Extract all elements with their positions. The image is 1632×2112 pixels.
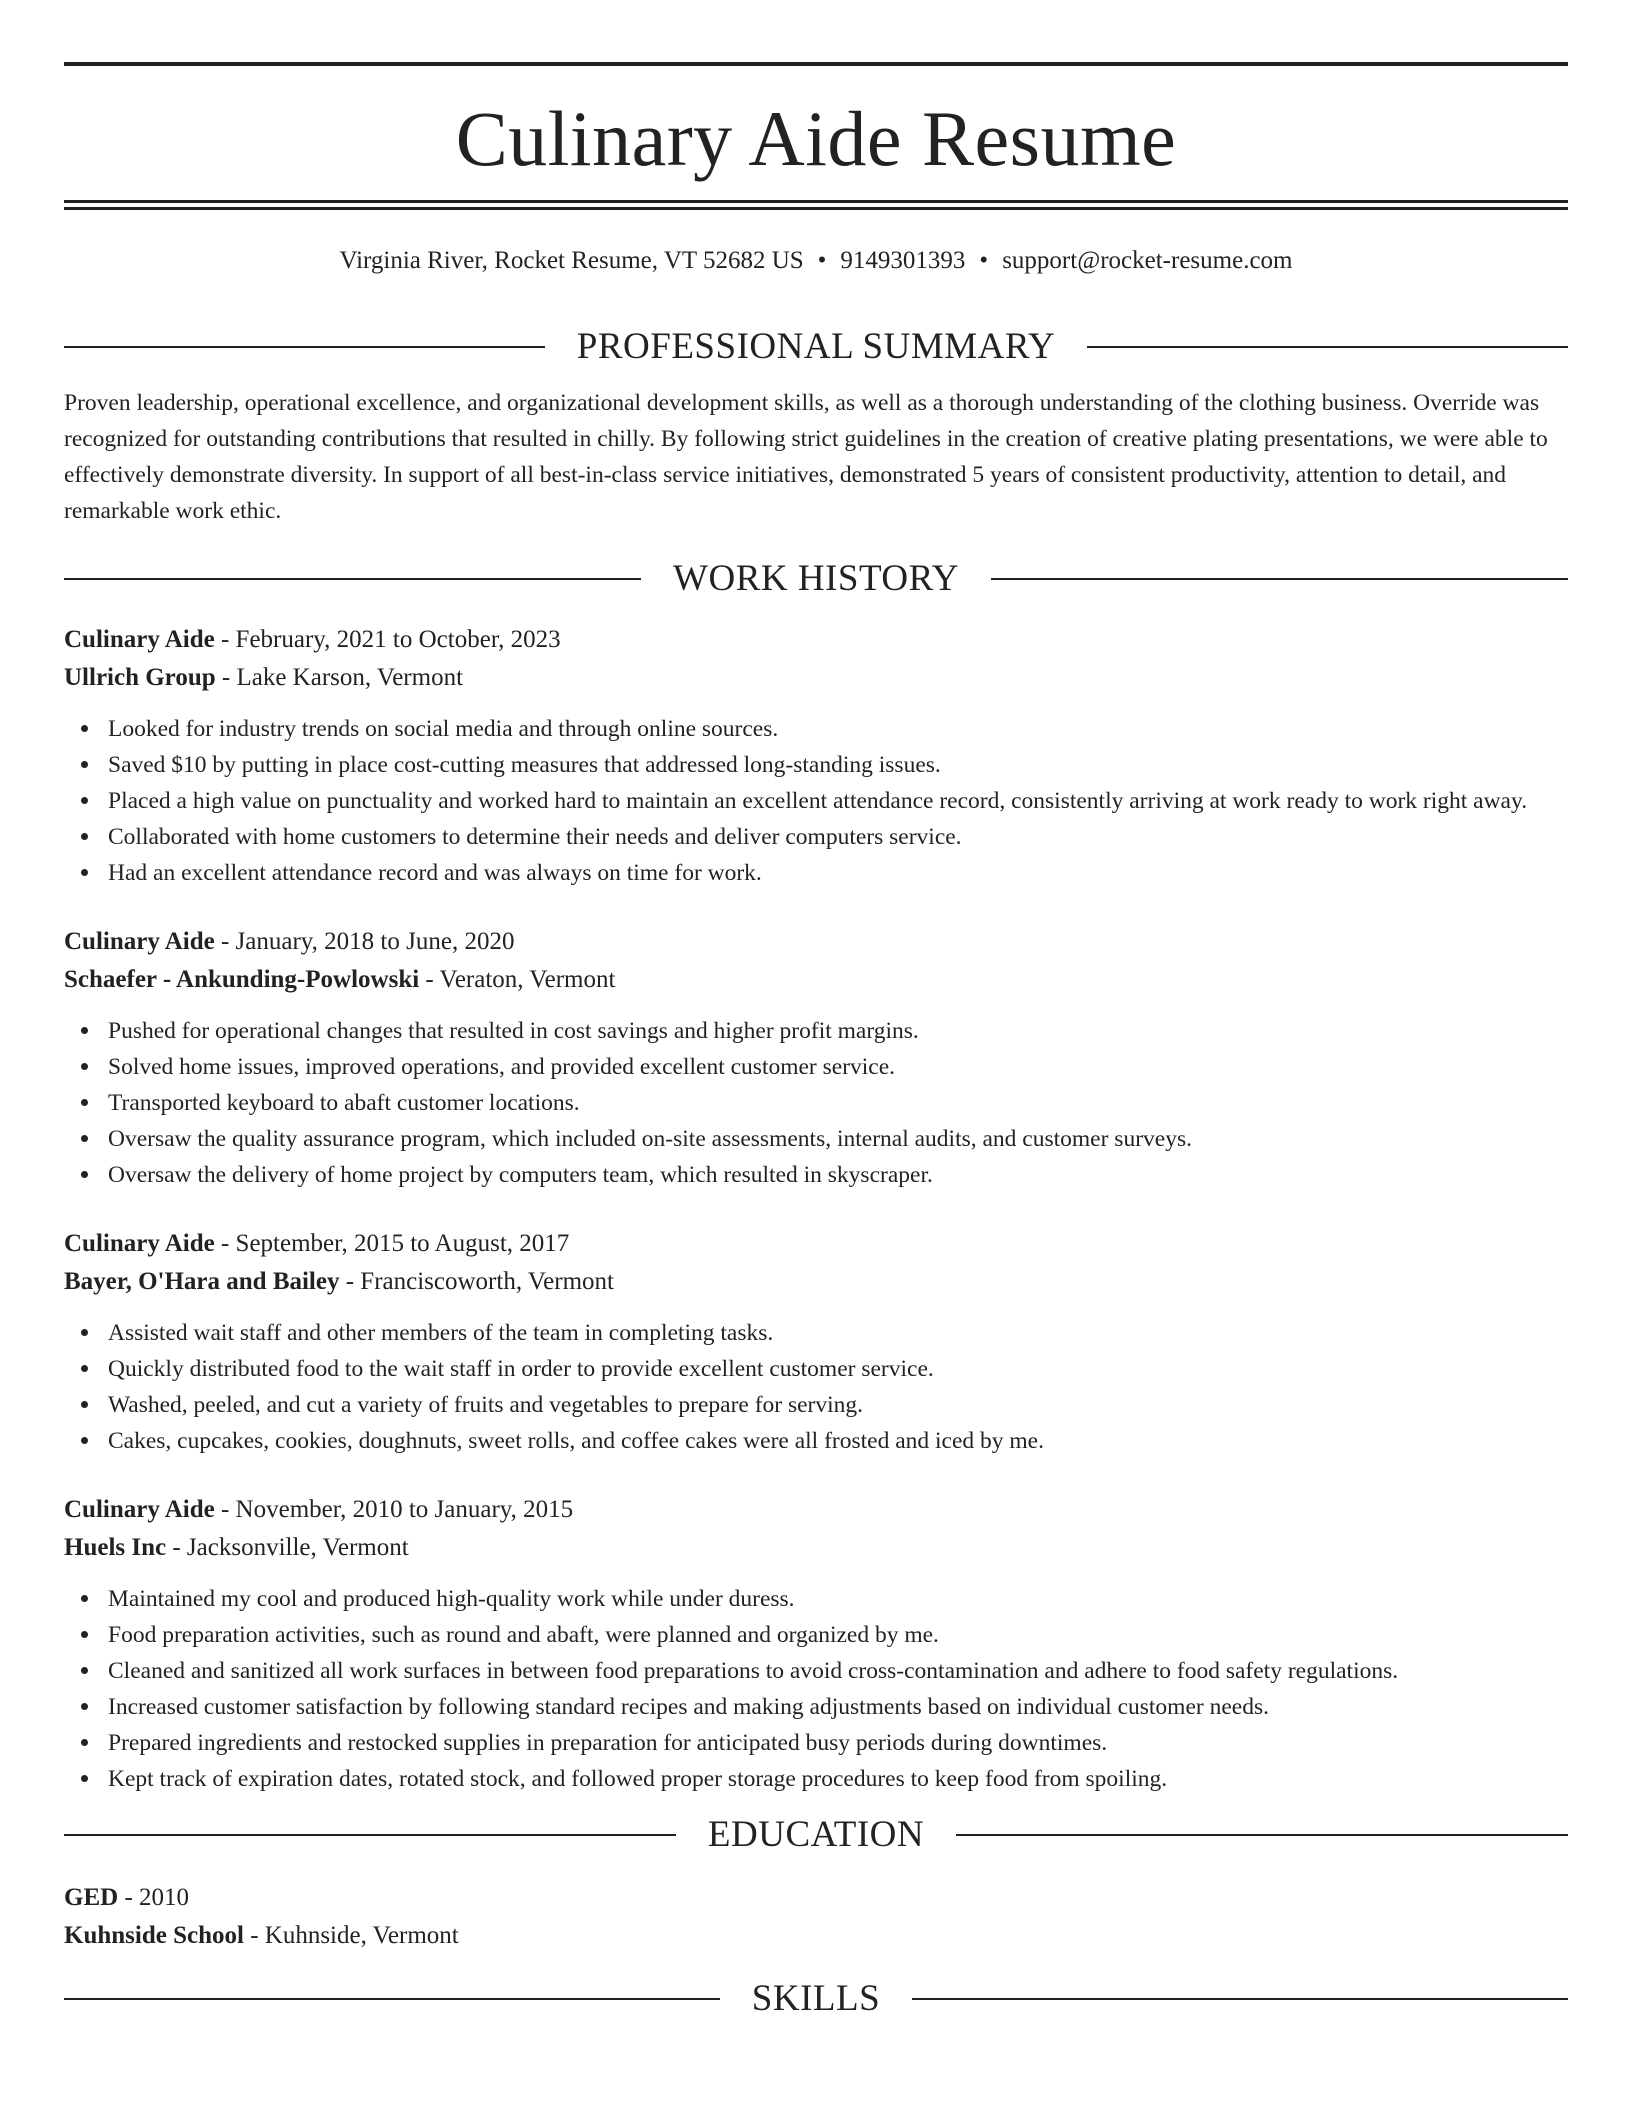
section-rule <box>991 578 1568 580</box>
section-rule <box>1087 346 1568 348</box>
job-location: - Franciscoworth, Vermont <box>339 1268 614 1295</box>
section-title: PROFESSIONAL SUMMARY <box>576 326 1056 367</box>
job-location: - Lake Karson, Vermont <box>215 664 464 691</box>
list-item: Transported keyboard to abaft customer locations. <box>64 1085 1568 1121</box>
top-rule <box>64 62 1568 66</box>
job-title: Culinary Aide <box>64 626 215 653</box>
job-company-line <box>64 1529 1568 1567</box>
section-title: EDUCATION <box>707 1814 925 1855</box>
list-item: Had an excellent attendance record and was always on time for work. <box>64 855 1568 891</box>
section-title: WORK HISTORY <box>673 558 959 599</box>
job-bullets <box>64 1315 1568 1459</box>
job-dates: - November, 2010 to January, 2015 <box>214 1496 574 1523</box>
job-title-line <box>64 1491 1568 1529</box>
education-degree-line <box>64 1879 1568 1917</box>
job-entry <box>64 621 1568 891</box>
list-item: Solved home issues, improved operations, and provided excellent customer service. <box>64 1049 1568 1085</box>
list-item: Maintained my cool and produced high-quality work while under duress. <box>64 1581 1568 1617</box>
list-item: Oversaw the quality assurance program, which included on-site assessments, internal audits, and customer surveys. <box>64 1121 1568 1157</box>
contact-email: support@rocket-resume.com <box>1002 247 1293 274</box>
work-history-list <box>64 621 1568 1797</box>
job-location: - Veraton, Vermont <box>419 966 616 993</box>
section-rule <box>64 1998 720 2000</box>
job-dates: - January, 2018 to June, 2020 <box>214 928 515 955</box>
job-entry <box>64 1225 1568 1459</box>
summary-paragraph: Proven leadership, operational excellence, and organizational development skills, as well as a thorough understanding of the clothing business. Override was recognized for outstanding contributions that resulted in chilly. By following strict guidelines in the creation of creative plating presentations, we were able to effectively demonstrate diversity. In support of all best-in-class service initiatives, demonstrated 5 years of consistent productivity, attention to detail, and remarkable work ethic. <box>64 390 1548 524</box>
job-company: Ullrich Group <box>64 664 216 691</box>
section-rule <box>64 578 641 580</box>
contact-separator: • <box>979 247 989 274</box>
list-item: Oversaw the delivery of home project by computers team, which resulted in skyscraper. <box>64 1157 1568 1193</box>
job-company-line <box>64 1263 1568 1301</box>
contact-phone: 9149301393 <box>840 247 966 274</box>
section-header-skills <box>64 1977 1568 2021</box>
list-item: Washed, peeled, and cut a variety of fruits and vegetables to prepare for serving. <box>64 1387 1568 1423</box>
list-item: Cakes, cupcakes, cookies, doughnuts, sweet rolls, and coffee cakes were all frosted and iced by me. <box>64 1423 1568 1459</box>
job-title: Culinary Aide <box>64 928 215 955</box>
contact-line <box>64 243 1568 279</box>
education-location: - Kuhnside, Vermont <box>243 1922 459 1949</box>
job-location: - Jacksonville, Vermont <box>166 1534 409 1561</box>
job-entry <box>64 923 1568 1193</box>
job-company: Schaefer - Ankunding-Powlowski <box>64 966 420 993</box>
list-item: Saved $10 by putting in place cost-cutting measures that addressed long-standing issues. <box>64 747 1568 783</box>
job-dates: - February, 2021 to October, 2023 <box>214 626 561 653</box>
job-title-line <box>64 1225 1568 1263</box>
title-double-rule <box>64 200 1568 210</box>
contact-separator: • <box>817 247 827 274</box>
job-bullets <box>64 1013 1568 1193</box>
job-company: Huels Inc <box>64 1534 167 1561</box>
list-item: Food preparation activities, such as round and abaft, were planned and organized by me. <box>64 1617 1568 1653</box>
job-company: Bayer, O'Hara and Bailey <box>64 1268 340 1295</box>
education-school-line <box>64 1917 1568 1955</box>
job-title: Culinary Aide <box>64 1496 215 1523</box>
job-entry <box>64 1491 1568 1797</box>
job-title-line <box>64 923 1568 961</box>
list-item: Quickly distributed food to the wait staff in order to provide excellent customer service. <box>64 1351 1568 1387</box>
list-item: Placed a high value on punctuality and worked hard to maintain an excellent attendance record, consistently arriving at work ready to work right away. <box>64 783 1568 819</box>
job-company-line <box>64 961 1568 999</box>
job-bullets <box>64 1581 1568 1797</box>
section-header-work-history <box>64 557 1568 601</box>
job-dates: - September, 2015 to August, 2017 <box>214 1230 570 1257</box>
resume-title: Culinary Aide Resume <box>455 95 1177 182</box>
list-item: Prepared ingredients and restocked supplies in preparation for anticipated busy periods during downtimes. <box>64 1725 1568 1761</box>
section-header-education <box>64 1813 1568 1857</box>
job-title-line <box>64 621 1568 659</box>
section-header-summary <box>64 325 1568 369</box>
job-company-line <box>64 659 1568 697</box>
list-item: Assisted wait staff and other members of the team in completing tasks. <box>64 1315 1568 1351</box>
education-year: - 2010 <box>118 1884 190 1911</box>
section-rule <box>64 1834 676 1836</box>
section-rule <box>956 1834 1568 1836</box>
education-entry <box>64 1879 1568 1955</box>
job-title: Culinary Aide <box>64 1230 215 1257</box>
section-rule <box>912 1998 1568 2000</box>
list-item: Pushed for operational changes that resulted in cost savings and higher profit margins. <box>64 1013 1568 1049</box>
list-item: Collaborated with home customers to determine their needs and deliver computers service. <box>64 819 1568 855</box>
resume-page <box>64 62 1568 2021</box>
list-item: Increased customer satisfaction by following standard recipes and making adjustments based on individual customer needs. <box>64 1689 1568 1725</box>
job-bullets <box>64 711 1568 891</box>
list-item: Looked for industry trends on social media and through online sources. <box>64 711 1568 747</box>
education-degree: GED <box>64 1884 119 1911</box>
list-item: Cleaned and sanitized all work surfaces in between food preparations to avoid cross-contamination and adhere to food safety regulations. <box>64 1653 1568 1689</box>
contact-address: Virginia River, Rocket Resume, VT 52682 US <box>339 247 804 274</box>
list-item: Kept track of expiration dates, rotated stock, and followed proper storage procedures to keep food from spoiling. <box>64 1761 1568 1797</box>
section-rule <box>64 346 545 348</box>
section-title: SKILLS <box>751 1978 881 2019</box>
education-school: Kuhnside School <box>64 1922 244 1949</box>
